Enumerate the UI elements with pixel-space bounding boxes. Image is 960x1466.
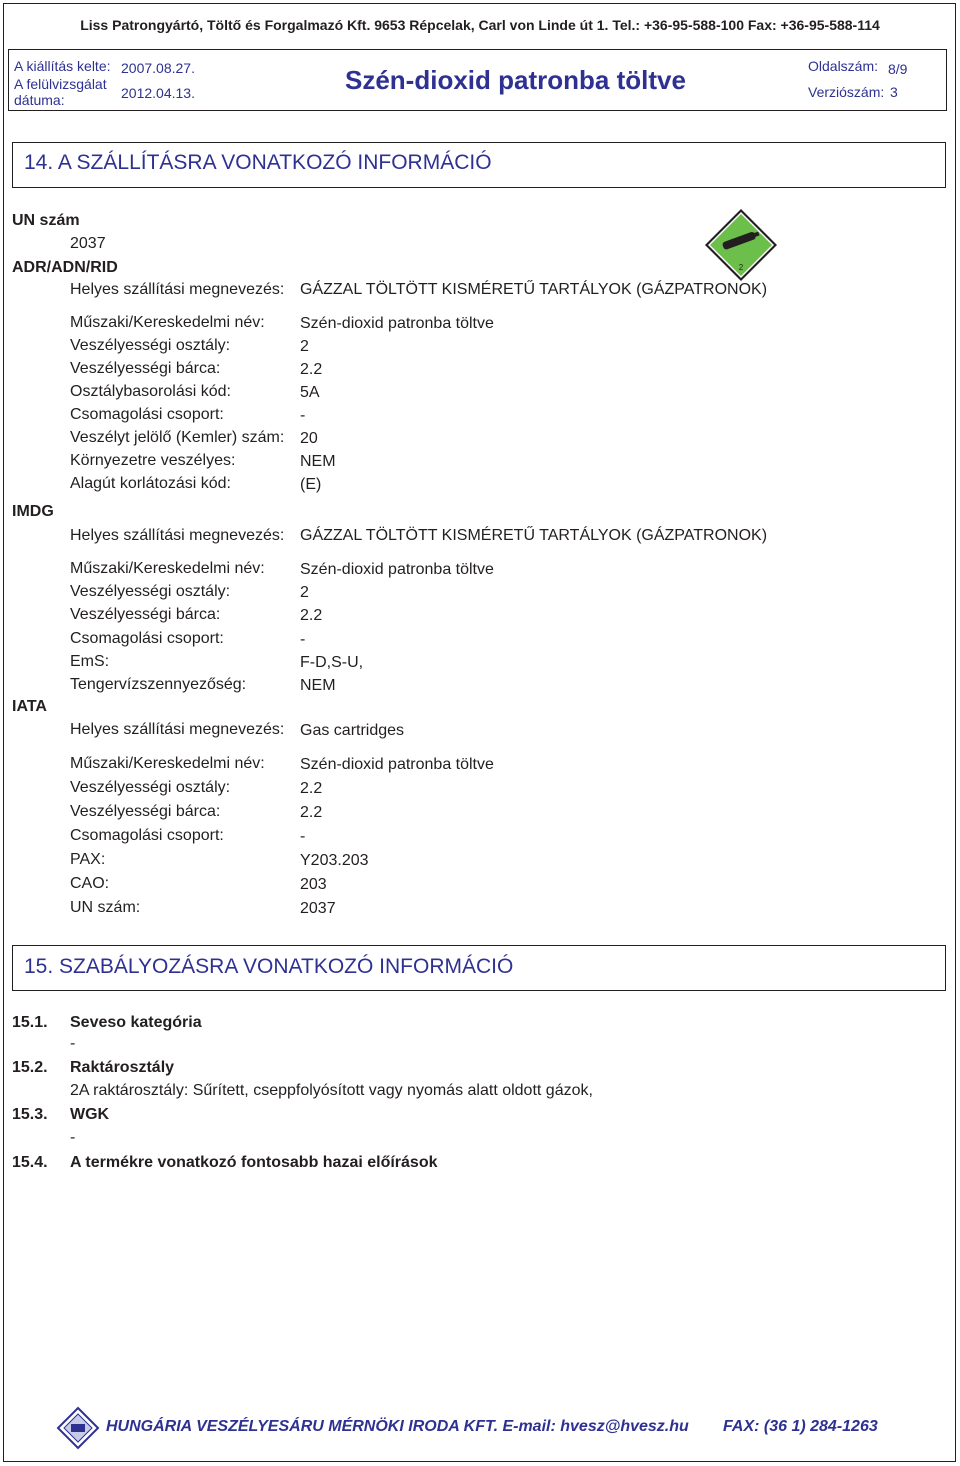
item-15-3-title: WGK — [70, 1106, 110, 1123]
item-15-2-title: Raktárosztály — [70, 1059, 175, 1076]
item-15-1-title: Seveso kategória — [70, 1014, 202, 1031]
un-number-value: 2037 — [70, 235, 106, 252]
item-15-2-text: 2A raktárosztály: Sűrített, cseppfolyósított vagy nyomás alatt oldott gázok, — [70, 1082, 593, 1099]
iata-shipping-label: Helyes szállítási megnevezés: — [70, 721, 285, 738]
section-15-title: 15. SZABÁLYOZÁSRA VONATKOZÓ INFORMÁCIÓ — [24, 955, 514, 978]
page-label: Oldalszám: — [808, 58, 879, 74]
issue-date-label: A kiállítás kelte: — [14, 58, 111, 74]
adr-row-value: (E) — [300, 476, 322, 493]
imdg-row-label: Tengervízszennyezőség: — [70, 676, 247, 693]
iata-row-label: PAX: — [70, 851, 106, 868]
review-date-label-2: dátuma: — [14, 92, 65, 108]
adr-row-label: Osztálybasorolási kód: — [70, 383, 231, 400]
review-date: 2012.04.13. — [121, 85, 195, 101]
imdg-row-value: NEM — [300, 677, 336, 694]
item-15-1-text: - — [70, 1035, 76, 1052]
version-number: 3 — [890, 84, 898, 100]
section-14-title: 14. A SZÁLLÍTÁSRA VONATKOZÓ INFORMÁCIÓ — [24, 151, 492, 174]
adr-row-label: Környezetre veszélyes: — [70, 452, 236, 469]
adr-row-value: 2 — [300, 338, 309, 355]
iata-row-label: Veszélyességi osztály: — [70, 779, 231, 796]
imdg-row-value: 2 — [300, 584, 309, 602]
item-15-4-number: 15.4. — [12, 1154, 48, 1171]
adr-row-label: Veszélyességi osztály: — [70, 337, 231, 354]
adr-row-value: 2.2 — [300, 361, 323, 378]
page-number: 8/9 — [888, 61, 908, 77]
adr-row-label: Műszaki/Kereskedelmi név: — [70, 314, 265, 331]
footer-fax: FAX: (36 1) 284-1263 — [723, 1418, 878, 1435]
imdg-heading: IMDG — [12, 503, 54, 520]
imdg-row-value: Szén-dioxid patronba töltve — [300, 561, 494, 578]
iata-row-label: CAO: — [70, 875, 110, 892]
imdg-row-value: F-D,S-U, — [300, 653, 364, 671]
iata-row-value: - — [300, 828, 306, 845]
imdg-row-label: Veszélyességi osztály: — [70, 583, 231, 601]
item-15-3-number: 15.3. — [12, 1106, 48, 1123]
item-15-4-title: A termékre vonatkozó fontosabb hazai előírások — [70, 1154, 438, 1171]
svg-text:2: 2 — [738, 263, 744, 272]
adr-row-label: Veszélyt jelölő (Kemler) szám: — [70, 429, 285, 446]
adr-row-value: NEM — [300, 453, 336, 470]
adr-shipping-label: Helyes szállítási megnevezés: — [70, 281, 285, 298]
item-15-1-number: 15.1. — [12, 1014, 48, 1031]
adr-row-label: Alagút korlátozási kód: — [70, 475, 231, 492]
iata-row-value: 2.2 — [300, 804, 323, 821]
hazard-label-2-2-icon — [704, 208, 778, 282]
adr-row-value: Szén-dioxid patronba töltve — [300, 315, 494, 332]
iata-shipping-value: Gas cartridges — [300, 722, 405, 739]
footer-company: HUNGÁRIA VESZÉLYESÁRU MÉRNÖKI IRODA KFT. E-mail: hvesz@hvesz.hu — [106, 1418, 689, 1435]
company-logo-icon — [56, 1406, 100, 1450]
iata-row-label: UN szám: — [70, 899, 141, 916]
adr-row-value: 20 — [300, 430, 318, 447]
company-line: Liss Patrongyártó, Töltő és Forgalmazó Kft. 9653 Répcelak, Carl von Linde út 1. Tel.: +36-95-588-100 Fax: +36-95-588-114 — [80, 17, 880, 33]
item-15-3-text: - — [70, 1129, 76, 1146]
iata-row-label: Veszélyességi bárca: — [70, 803, 221, 820]
imdg-row-value: - — [300, 630, 306, 648]
imdg-row-label: Veszélyességi bárca: — [70, 606, 221, 624]
iata-row-value: 2037 — [300, 900, 336, 917]
iata-row-label: Műszaki/Kereskedelmi név: — [70, 755, 265, 772]
iata-row-value: Szén-dioxid patronba töltve — [300, 756, 494, 773]
version-label: Verziószám: — [808, 84, 885, 100]
adr-heading: ADR/ADN/RID — [12, 259, 118, 276]
iata-row-value: 203 — [300, 876, 327, 893]
imdg-shipping-value: GÁZZAL TÖLTÖTT KISMÉRETŰ TARTÁLYOK (GÁZPATRONOK) — [300, 527, 768, 544]
document-title: Szén-dioxid patronba töltve — [345, 65, 686, 95]
imdg-shipping-label: Helyes szállítási megnevezés: — [70, 527, 285, 544]
imdg-row-label: Csomagolási csoport: — [70, 629, 224, 647]
un-number-heading: UN szám — [12, 212, 80, 229]
adr-row-label: Csomagolási csoport: — [70, 406, 224, 423]
imdg-row-label: EmS: — [70, 652, 110, 670]
iata-row-value: Y203.203 — [300, 852, 369, 869]
imdg-row-label: Műszaki/Kereskedelmi név: — [70, 560, 265, 577]
adr-row-value: - — [300, 407, 306, 424]
review-date-label-1: A felülvizsgálat — [14, 76, 107, 92]
adr-row-value: 5A — [300, 384, 320, 401]
iata-heading: IATA — [12, 698, 47, 715]
item-15-2-number: 15.2. — [12, 1059, 48, 1076]
issue-date: 2007.08.27. — [121, 60, 195, 76]
imdg-row-value: 2.2 — [300, 607, 323, 625]
iata-row-label: Csomagolási csoport: — [70, 827, 224, 844]
adr-row-label: Veszélyességi bárca: — [70, 360, 221, 377]
iata-row-value: 2.2 — [300, 780, 323, 797]
adr-shipping-value: GÁZZAL TÖLTÖTT KISMÉRETŰ TARTÁLYOK (GÁZPATRONOK) — [300, 281, 768, 298]
